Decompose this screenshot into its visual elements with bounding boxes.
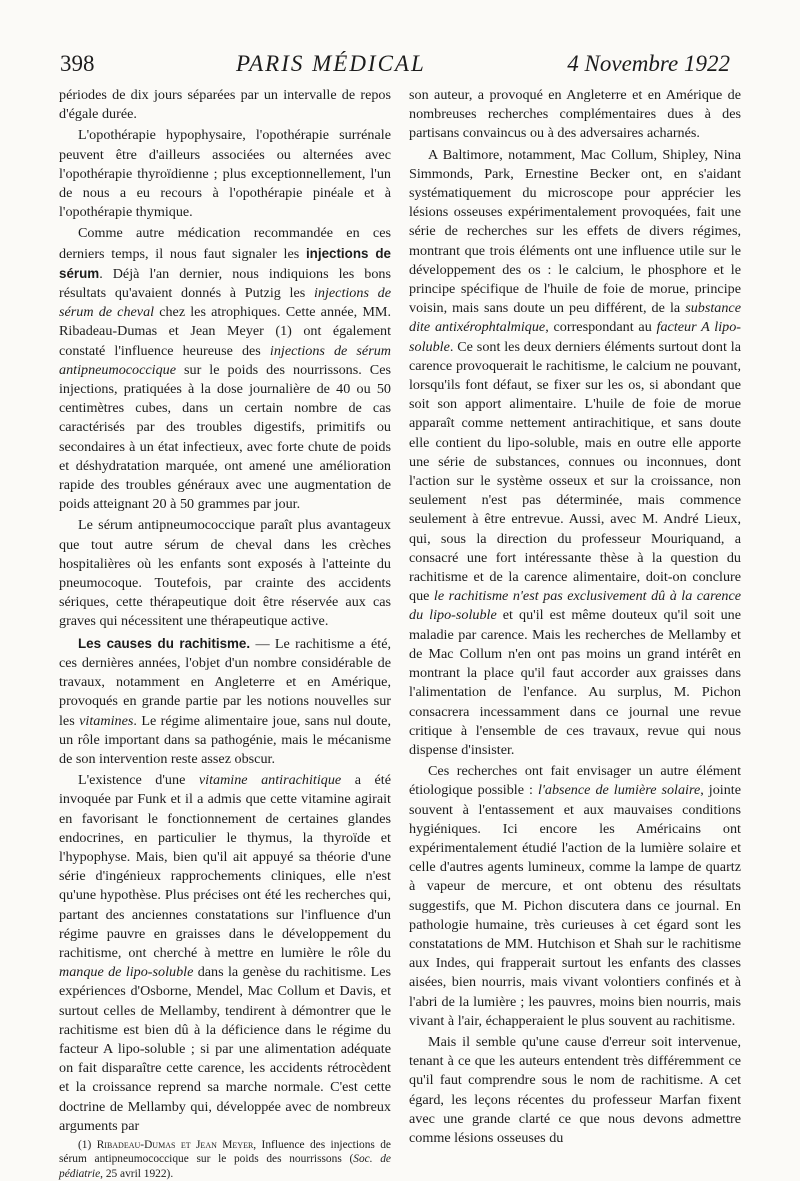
emphasis: facteur A lipo-soluble — [409, 319, 741, 355]
emphasis: Soc. de pédiatrie — [59, 1153, 391, 1180]
emphasis: l'absence de lumière solaire — [537, 782, 701, 799]
page-number: 398 — [60, 51, 95, 76]
emphasis: vitamines — [79, 712, 134, 729]
emphasis: manque de lipo-soluble — [59, 964, 194, 981]
paragraph: Comme autre médication recommandée en ces derniers temps, il nous faut signaler les injections de sérum. Déjà l'an dernier, nous indiquions les bons résultats qu'avaient donnés à Putzig les injections de sérum de cheval chez les atrophiques. Cette année, MM. Ribadeau-Dumas et Jean Meyer (1) ont également constaté l'influence heureuse des injections de sérum antipneumococcique sur le poids des nourrissons. Ces injections, pratiquées à la dose journalière de 40 ou 50 centimètres cubes, dans un certain nombre de cas caractérisés par des troubles digestifs, primitifs ou secondaires à un état infectieux, avec forte chute de poids et déshydratation marquée, ont amené une amélioration rapide des troubles généraux avec une augmentation de poids atteignant 20 à 50 grammes par jour. — [59, 225, 391, 513]
paragraph: Mais il semble qu'une cause d'erreur soit intervenue, tenant à ce que les auteurs entendent très différemment ce qu'il faut comprendre sous le nom de rachitisme. A cet égard, les leçons récentes du professeur Marfan fixent avec une grande clarté ce que nous devons admettre comme lésions osseuses du — [409, 1033, 741, 1146]
paragraph: périodes de dix jours séparées par un intervalle de repos d'égale durée. — [59, 87, 391, 123]
right-column — [409, 86, 741, 1148]
journal-title: PARIS MÉDICAL — [236, 51, 426, 76]
emphasis: substance dite antixérophtalmique — [409, 300, 741, 336]
paragraph: L'existence d'une vitamine antirachitique a été invoquée par Funk et il a admis que cette vitamine agirait en favorisant le fonctionnement de certaines glandes endocrines, en particulier le thymus, la thyroïde et l'hypophyse. Mais, bien qu'il ait appuyé sa théorie d'une série d'ingénieux rapprochements cliniques, elle n'est qu'une hypothèse. Plus précises ont été les recherches qui, partant des anciennes constatations sur l'influence d'un régime pauvre en graisses dans le développement du rachitisme, ont cherché à mettre en lumière le rôle du manque de lipo-soluble dans la genèse du rachitisme. Les expériences d'Osborne, Mendel, Mac Collum et Davis, et surtout celles de Mellamby, tendirent à démontrer que le rachitisme est bien dû à la déficience dans le régime du facteur A lipo-soluble ; si par une alimentation adéquate on fait disparaître cette carence, les accidents rétrocèdent et la croissance reprend sa marche normale. C'est cette doctrine de Mellamby qui, développée avec de nombreux arguments par — [59, 772, 392, 1134]
paragraph: A Baltimore, notamment, Mac Collum, Shipley, Nina Simmonds, Park, Ernestine Becker ont, en s'aidant systématiquement du microscope pour apprécier les lésions osseuses expérimentalement provoquées, fait une série de recherches sur les effets de divers régimes, montrant que trois éléments ont une influence utile sur le développement des os : le calcium, le phosphore et le principe spécifique de l'huile de foie de morue, principe voisin, mais sans doute un peu différent, de la substance dite antixérophtalmique, correspondant au facteur A lipo-soluble. Ce sont les deux derniers éléments surtout dont la carence provoquerait le rachitisme, le calcium ne pouvant, lorsqu'ils font défaut, se fixer sur les os, si abondant que soit son apport alimentaire. L'huile de foie de morue apparaît comme nettement antirachitique, et sans doute elle contient du lipo-soluble, mais en outre elle apporte une série de substances, connues ou inconnues, dont l'action sur le système osseux et sur la croissance, non seulement n'est pas déterminée, mais commence seulement à être entrevue. Aussi, avec M. André Lieux, qui, sous la direction du professeur Mouriquand, a consacré une fort intéressante thèse à la question du rachitisme et de la carence alimentaire, doit-on conclure que le rachitisme n'est pas exclusivement dû à la carence du lipo-soluble et qu'il est même douteux qu'il soit une maladie par carence. Mais les recherches de Mellamby et de Mac Collum n'en ont pas moins un grand intérêt en montrant la place qu'il faut accorder aux graisses dans l'alimentation de l'enfance. Au surplus, M. Pichon consacrera incessamment dans ce journal une revue critique à l'ensemble de ces travaux, revue qui nous dispense d'insister. — [409, 146, 741, 758]
footnote: (1) Ribadeau-Dumas et Jean Meyer, Influence des injections de sérum antipneumococcique sur le poids des nourrissons (Soc. de pédiatrie, 25 avril 1922). — [59, 1138, 391, 1180]
footnote-authors: Ribadeau-Dumas et Jean Meyer — [96, 1138, 254, 1151]
paragraph: L'opothérapie hypophysaire, l'opothérapie surrénale peuvent être d'ailleurs associées ou alternées avec l'opothérapie thyroïdienne ; plus exceptionnellement, l'un de nous a eu recours à l'opothérapie pinéale et à l'opothérapie thymique. — [59, 127, 391, 221]
emphasis: vitamine antirachitique — [198, 772, 342, 789]
paragraph: son auteur, a provoqué en Angleterre et en Amérique de nombreuses recherches complémentaires dues à des partisans convaincus ou à des adversaires acharnés. — [409, 87, 741, 142]
paragraph: Ces recherches ont fait envisager un autre élément étiologique possible : l'absence de lumière solaire, jointe souvent à l'entassement et aux mauvaises conditions hygiéniques. Ici encore les Américains ont expérimentalement étudié l'action de la lumière solaire et celle d'autres agents lumineux, comme la lampe de quartz à vapeur de mercure, et ont obtenu des résultats suggestifs, que M. Pichon discutera dans ce journal. En pathologie humaine, très curieuses à cet égard sont les constatations de MM. Hutchison et Shah sur le rachitisme aux Indes, qui frapperait surtout les enfants des classes aisées, bien nourris, mais vivant volontiers confinés et à l'abri de la lumière ; les pauvres, moins bien nourris, mais vivant à l'air, échapperaient le plus souvent au rachitisme. — [409, 763, 741, 1029]
paragraph: Le sérum antipneumococcique paraît plus avantageux que tout autre sérum de cheval dans les crèches hospitalières où les enfants sont exposés à l'atteinte du pneumocoque. Toutefois, par crainte des accidents sériques, cette thérapeutique doit être réservée aux cas graves qui nécessitent une thérapeutique active. — [59, 517, 391, 630]
emphasis: injections de sérum de cheval — [59, 285, 391, 321]
emphasis: injections de sérum antipneumococcique — [59, 342, 391, 378]
left-column — [59, 86, 391, 1181]
inline-heading: injections de sérum — [59, 245, 391, 281]
running-header — [60, 46, 730, 82]
issue-date: 4 Novembre 1922 — [567, 51, 730, 76]
paragraph: Les causes du rachitisme. — Le rachitisme a été, ces dernières années, l'objet d'un nombre considérable de travaux, notamment en Angleterre et en Amérique, provoqués en grande partie par les notions nouvelles sur les vitamines. Le régime alimentaire joue, sans nul doute, un rôle important dans sa pathogénie, mais le mécanisme de son intervention reste assez obscur. — [59, 635, 392, 767]
emphasis: le rachitisme n'est pas exclusivement dû à la carence du lipo-soluble — [409, 588, 741, 624]
section-heading: Les causes du rachitisme. — [78, 635, 251, 651]
